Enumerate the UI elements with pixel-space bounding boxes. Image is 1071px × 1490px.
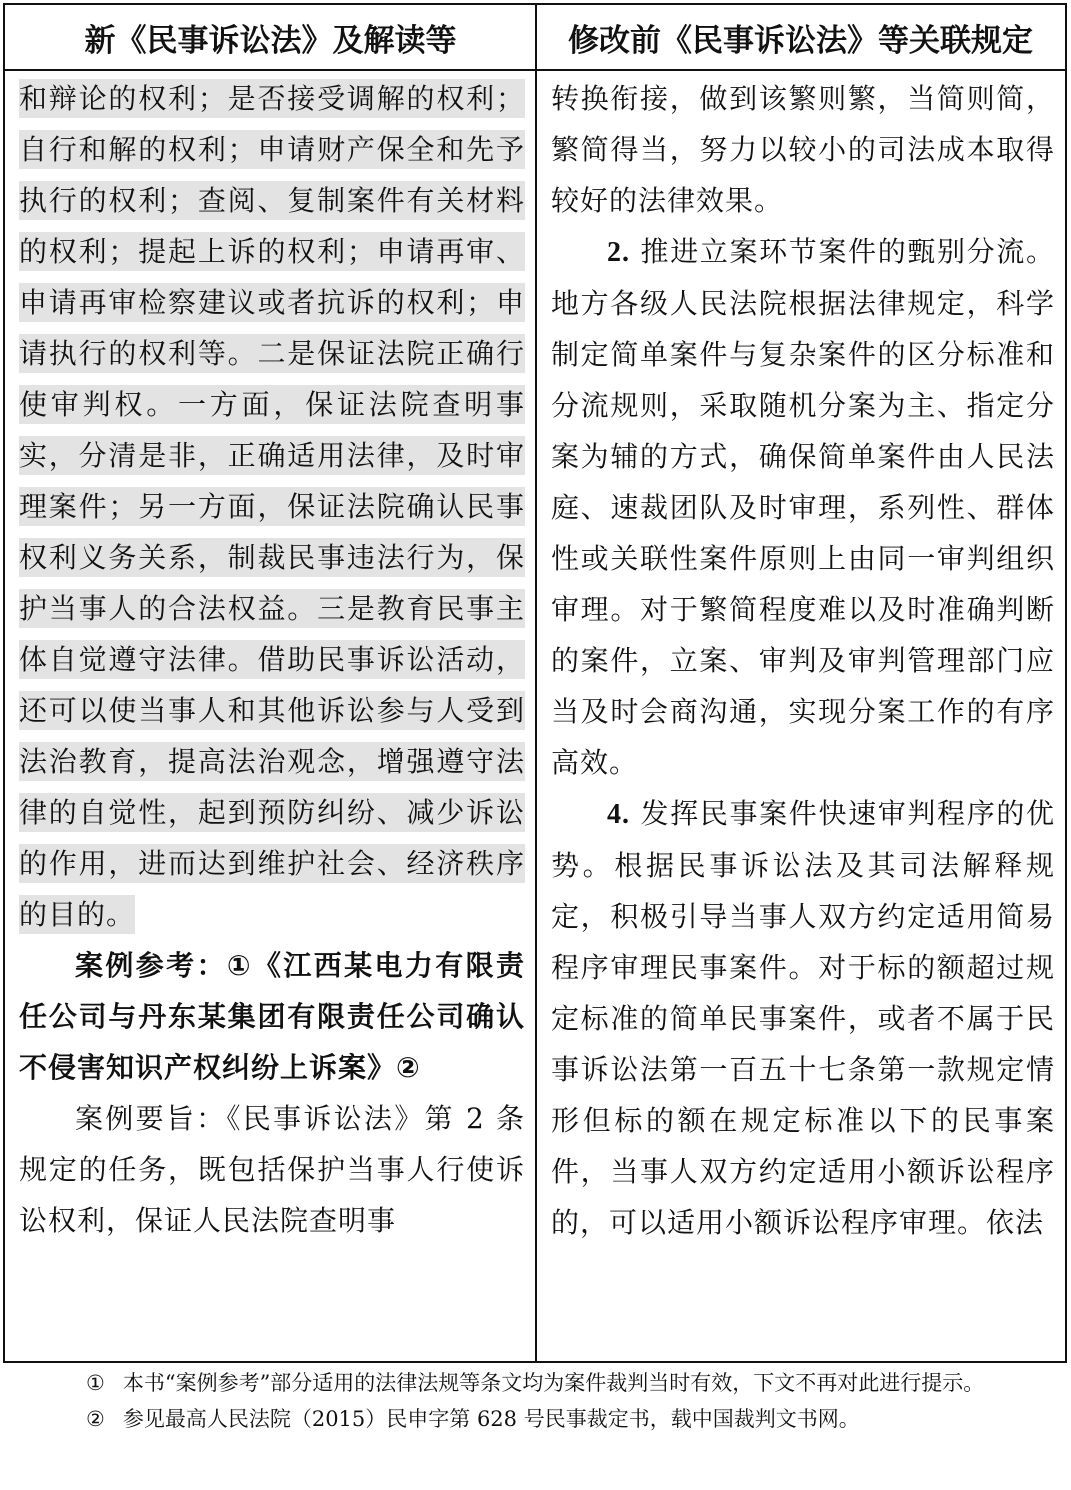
column-divider	[535, 5, 537, 1361]
comparison-table	[3, 3, 1067, 1363]
highlighted-text: 和辩论的权利；是否接受调解的权利；自行和解的权利；申请财产保全和先予执行的权利；查阅、复制案件有关材料的权利；提起上诉的权利；申请再审、申请再审检察建议或者抗诉的权利；申请执行的权利等。二是保证法院正确行使审判权。一方面，保证法院查明事实，分清是非，正确适用法律，及时审理案件；另一方面，保证法院确认民事权利义务关系，制裁民事违法行为，保护当事人的合法权益。三是教育民事主体自觉遵守法律。借助民事诉讼活动，还可以使当事人和其他诉讼参与人受到法治教育，提高法治观念，增强遵守法律的自觉性，起到预防纠纷、减少诉讼的作用，进而达到维护社会、经济秩序的目的。	[19, 79, 525, 934]
footnote-2-mark: ②	[86, 1407, 105, 1431]
right-paragraph-2	[551, 226, 1055, 788]
case-gist	[19, 1093, 525, 1246]
right-paragraph-3-text: 发挥民事案件快速审判程序的优势。根据民事诉讼法及其司法解释规定，积极引导当事人双方约定适用简易程序审理民事案件。对于标的额超过规定标准的简单民事案件，或者不属于民事诉讼法第一百五十七条第一款规定情形但标的额在规定标准以下的民事案件，当事人双方约定适用小额诉讼程序的，可以适用小额诉讼程序审理。依法	[551, 797, 1055, 1239]
left-column	[19, 73, 525, 1359]
right-column-header: 修改前《民事诉讼法》等关联规定	[536, 5, 1065, 71]
case-reference-title: 《江西某电力有限责任公司与丹东某集团有限责任公司确认不侵害知识产权纠纷上诉案》	[19, 949, 525, 1084]
footnote-1	[0, 1365, 1071, 1401]
footnote-2	[0, 1401, 1071, 1437]
footnote-2-text: 参见最高人民法院（2015）民申字第 628 号民事裁定书，载中国裁判文书网。	[122, 1407, 860, 1431]
item-number-2: 2.	[607, 237, 630, 268]
case-reference	[19, 940, 525, 1093]
footnote-mark-2: ②	[396, 1051, 421, 1084]
left-column-header: 新《民事诉讼法》及解读等	[5, 5, 536, 71]
footnotes	[0, 1365, 1071, 1437]
footnote-1-mark: ①	[86, 1371, 105, 1395]
case-gist-text: 《民事诉讼法》第 2 条规定的任务，既包括保护当事人行使诉讼权利，保证人民法院查明事	[19, 1102, 525, 1237]
right-paragraph-1: 转换衔接，做到该繁则繁，当简则简，繁简得当，努力以较小的司法成本取得较好的法律效果。	[551, 82, 1055, 217]
case-reference-label: 案例参考：	[75, 949, 227, 982]
right-paragraph-2-text: 推进立案环节案件的甄别分流。地方各级人民法院根据法律规定，科学制定简单案件与复杂案件的区分标准和分流规则，采取随机分案为主、指定分案为辅的方式，确保简单案件由人民法庭、速裁团队及时审理，系列性、群体性或关联性案件原则上由同一审判组织审理。对于繁简程度难以及时准确判断的案件，立案、审判及审判管理部门应当及时会商沟通，实现分案工作的有序高效。	[551, 235, 1055, 779]
right-paragraph-3	[551, 788, 1055, 1248]
footnote-1-text: 本书“案例参考”部分适用的法律法规等条文均为案件裁判当时有效，下文不再对此进行提示。	[122, 1371, 985, 1395]
case-gist-label: 案例要旨：	[75, 1102, 227, 1135]
footnote-mark-1: ①	[226, 949, 253, 982]
item-number-4: 4.	[607, 799, 630, 830]
highlighted-paragraph	[19, 73, 525, 940]
right-column	[551, 73, 1055, 1359]
